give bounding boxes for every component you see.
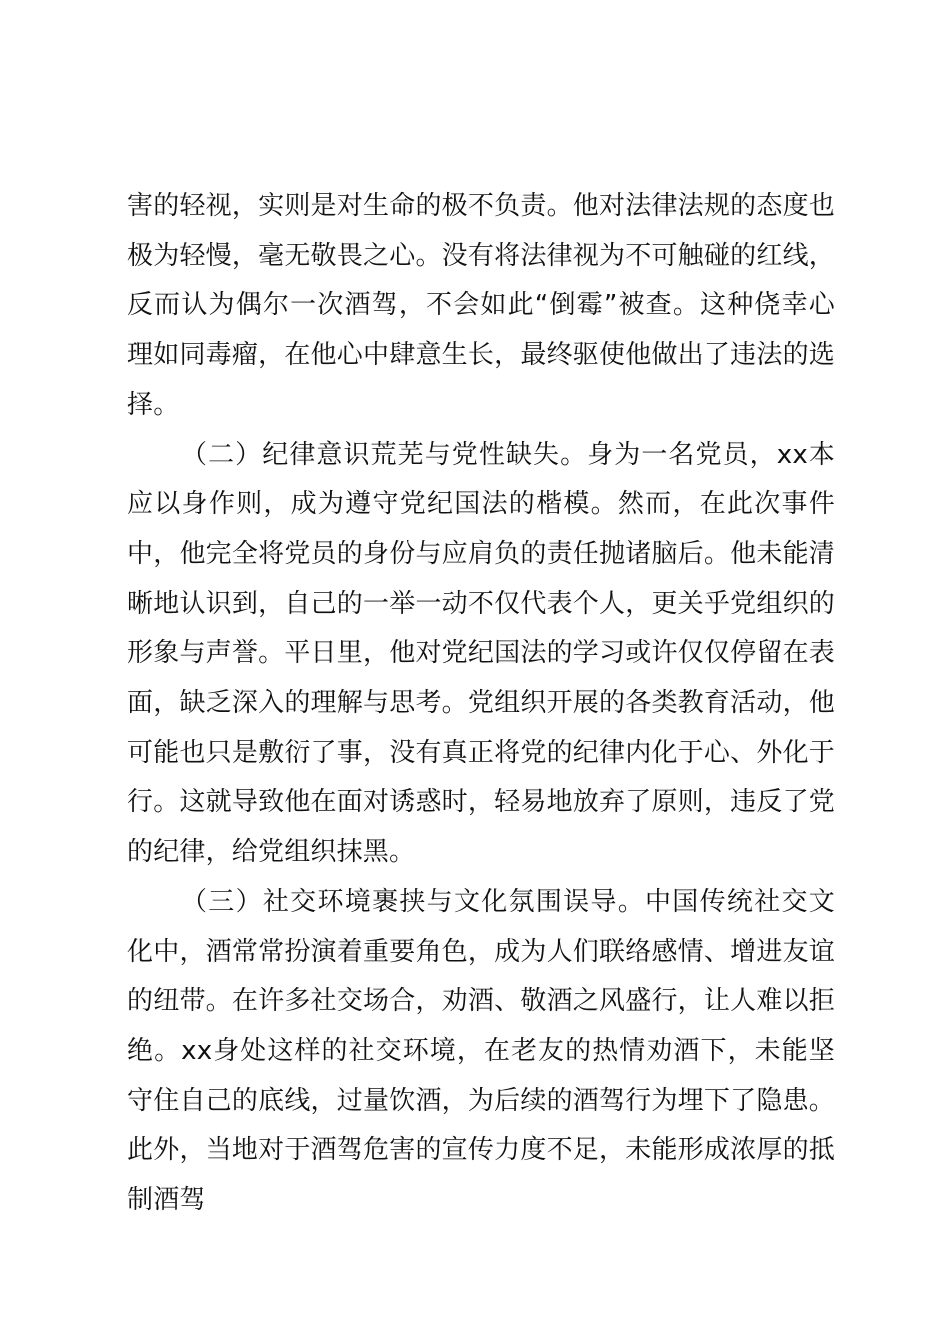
paragraph-continuation: 害的轻视，实则是对生命的极不负责。他对法律法规的态度也极为轻慢，毫无敬畏之心。没有将法律视为不可触碰的红线，反而认为偶尔一次酒驾，不会如此“倒霉”被查。这种侥幸心理如同毒瘤，在他心中肆意生长，最终驱使他做出了违法的选择。 (127, 191, 835, 420)
body-text (127, 182, 835, 1226)
paragraph-section-3: （三）社交环境裹挟与文化氛围误导。中国传统社交文化中，酒常常扮演着重要角色，成为人们联络感情、增进友谊的纽带。在许多社交场合，劝酒、敬酒之风盛行，让人难以拒绝。xx身处这样的社交环境，在老友的热情劝酒下，未能坚守住自己的底线，过量饮酒，为后续的酒驾行为埋下了隐患。此外，当地对于酒驾危害的宣传力度不足，未能形成浓厚的抵制酒驾 (127, 886, 835, 1216)
paragraph-section-2: （二）纪律意识荒芜与党性缺失。身为一名党员，xx本应以身作则，成为遵守党纪国法的楷模。然而，在此次事件中，他完全将党员的身份与应肩负的责任抛诸脑后。他未能清晰地认识到，自己的一举一动不仅代表个人，更关乎党组织的形象与声誉。平日里，他对党纪国法的学习或许仅仅停留在表面，缺乏深入的理解与思考。党组织开展的各类教育活动，他可能也只是敷衍了事，没有真正将党的纪律内化于心、外化于行。这就导致他在面对诱惑时，轻易地放弃了原则，违反了党的纪律，给党组织抹黑。 (127, 439, 835, 868)
